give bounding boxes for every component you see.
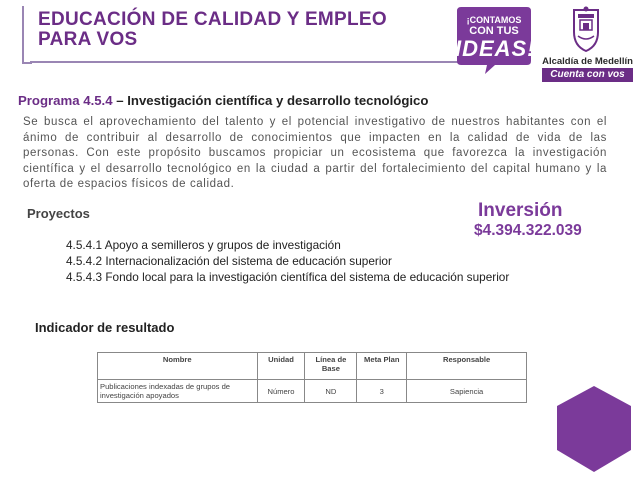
program-code: Programa 4.5.4: [18, 93, 113, 108]
list-item: 4.5.4.3 Fondo local para la investigación científica del sistema de educación superior: [66, 270, 510, 284]
table-cell: ND: [305, 380, 357, 403]
header-divider: [30, 61, 460, 63]
table-cell: Sapiencia: [407, 380, 527, 403]
column-header-linea-base: Línea de Base: [305, 353, 357, 380]
indicator-table: [97, 352, 527, 403]
page-title: [38, 10, 418, 50]
hexagon-decoration-icon: [555, 384, 633, 474]
projects-heading: Proyectos: [27, 206, 90, 221]
badge-line3: IDEAS!: [455, 36, 536, 61]
indicator-heading: Indicador de resultado: [35, 320, 175, 335]
page-title-line1: EDUCACIÓN DE CALIDAD Y EMPLEO: [38, 9, 387, 30]
page-title-line2: PARA VOS: [38, 29, 138, 50]
table-header-row: [98, 353, 527, 380]
campaign-badge-text: [455, 15, 536, 61]
column-header-unidad: Unidad: [257, 353, 305, 380]
program-description: Se busca el aprovechamiento del talento y el potencial investigativo de nuestros habitantes con el ánimo de contribuir al desarrollo de conocimientos que impacten en la calidad de vida de las personas. Con este propósito buscamos propiciar un ecosistema que favorezca la investigación científica y el desarrollo tecnológico en la ciudad a partir del fortalecimiento del capital humano y la oferta de espacios físicos de calidad.: [23, 116, 607, 191]
projects-list: [66, 237, 566, 285]
table-row: [98, 380, 527, 403]
column-header-responsable: Responsable: [407, 353, 527, 380]
column-header-nombre: Nombre: [98, 353, 258, 380]
coat-of-arms-icon: [570, 6, 602, 52]
list-item: 4.5.4.2 Internacionalización del sistema de educación superior: [66, 254, 392, 268]
program-title: [18, 93, 628, 108]
logo-slogan: Cuenta con vos: [542, 68, 633, 82]
investment-heading: Inversión: [478, 200, 563, 221]
header-bracket: [22, 6, 32, 64]
list-item: 4.5.4.1 Apoyo a semilleros y grupos de investigación: [66, 238, 341, 252]
program-name: Investigación científica y desarrollo tecnológico: [127, 93, 429, 108]
column-header-meta-plan: Meta Plan: [357, 353, 407, 380]
program-separator: –: [112, 93, 128, 108]
campaign-badge: [455, 5, 536, 75]
table-cell: 3: [357, 380, 407, 403]
badge-line1: ¡CONTAMOS: [466, 15, 522, 25]
logo-city-name: Alcaldía de Medellín: [542, 56, 633, 67]
table-cell: Número: [257, 380, 305, 403]
investment-amount: $4.394.322.039: [474, 222, 582, 239]
badge-line2: CON TUS: [469, 25, 519, 37]
alcaldia-logo: [540, 6, 635, 88]
table-cell: Publicaciones indexadas de grupos de investigación apoyados: [98, 380, 258, 403]
